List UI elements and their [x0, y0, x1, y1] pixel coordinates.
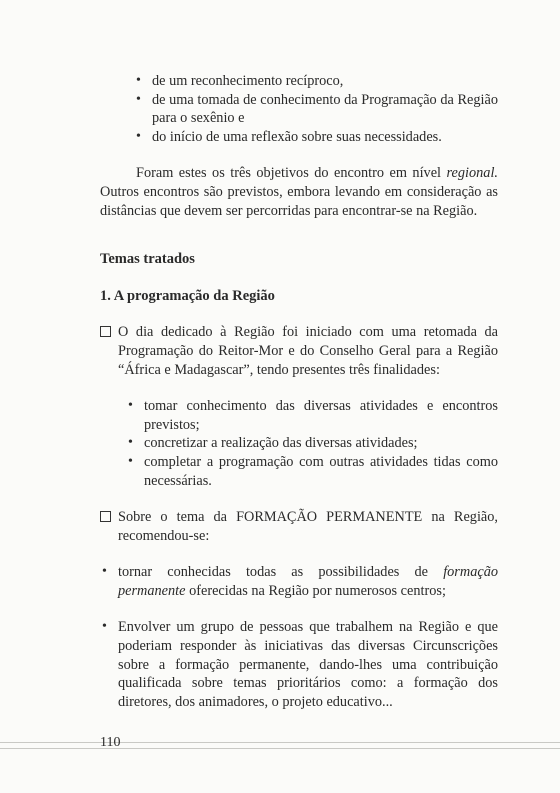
scan-edge-line [0, 742, 560, 743]
bullet-icon: • [128, 398, 133, 414]
bullet-icon: • [102, 619, 107, 635]
heading-temas-tratados: Temas tratados [100, 251, 195, 268]
bullet-icon: • [136, 128, 141, 144]
bullet-icon: • [128, 453, 133, 469]
list-item: • Envolver um grupo de pessoas que trabalhem na Região e que poderiam responder às iniciativas das diversas Circunscrições sobre a formação permanente, dando-lhes uma contribuição qualificada sobre temas prioritários como: a formação dos diretores, dos animadores, o projeto educativo... [102, 619, 498, 710]
list-item: • tomar conhecimento das diversas atividades e encontros previstos; [128, 398, 498, 433]
bullet-list-low [102, 563, 498, 711]
list-item: • de uma tomada de conhecimento da Programação da Região para o sexênio e [136, 91, 498, 127]
bullet-icon: • [128, 435, 133, 451]
checkbox-item: Sobre o tema da FORMAÇÃO PERMANENTE na Região, recomendou-se: [118, 508, 498, 545]
page-content [100, 72, 498, 711]
bullet-list-top [136, 72, 498, 146]
checkbox-icon [100, 511, 111, 522]
list-item: • concretizar a realização das diversas atividades; [128, 435, 418, 452]
bullet-icon: • [136, 73, 141, 88]
scan-edge-line [0, 748, 560, 749]
bullet-list-mid [128, 397, 498, 490]
checkbox-icon [100, 326, 111, 337]
checkbox-item: O dia dedicado à Região foi iniciado com uma retomada da Programação do Reitor-Mor e do Conselho Geral para a Região “África e Madagascar”, tendo presentes três finalidades: [118, 323, 498, 379]
list-item: • do início de uma reflexão sobre suas necessidades. [136, 128, 442, 145]
bullet-icon: • [102, 564, 107, 580]
page-number: 110 [100, 735, 121, 750]
list-item: • completar a programação com outras atividades tidas como necessárias. [128, 453, 498, 489]
heading-section-1: 1. A programação da Região [100, 287, 275, 304]
list-item: • de um reconhecimento recíproco, [136, 73, 344, 89]
bullet-icon: • [136, 91, 141, 107]
paragraph-objectives: Foram estes os três objetivos do encontro em nível regional. Outros encontros são previstos, embora levando em consideração as distâncias que devem ser percorridas para encontrar-se na Região. [100, 165, 498, 219]
list-item: • tornar conhecidas todas as possibilidades de formação permanente oferecidas na Região por numerosos centros; [102, 564, 498, 599]
